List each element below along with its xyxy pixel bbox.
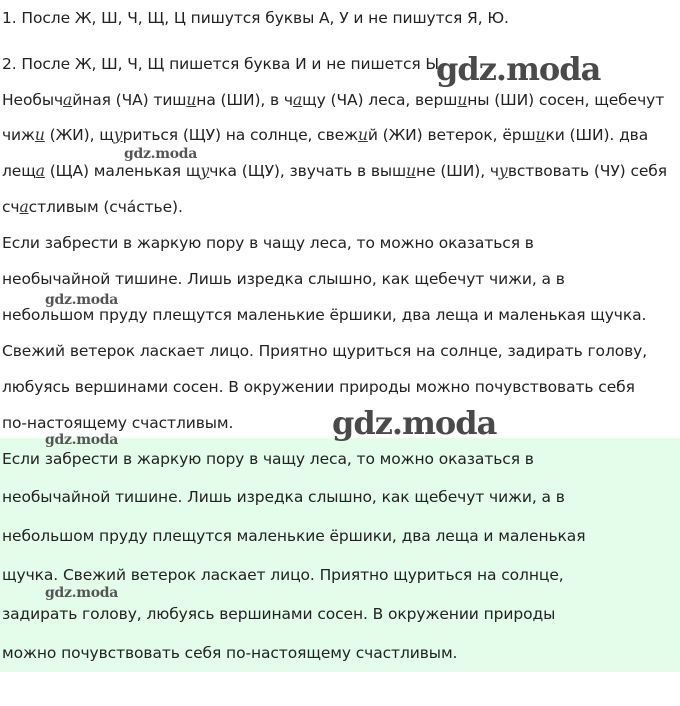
- watermark-logo: gdz.moda: [45, 432, 119, 448]
- exercise-text: не (ШИ), ч: [416, 162, 499, 180]
- exercise-text: (ЩА) маленькая щ: [44, 162, 201, 180]
- exercise-text: ны (ШИ) сосен, щебечут: [467, 91, 665, 109]
- exercise-text: риться (ЩУ) на солнце, свеж: [122, 126, 358, 144]
- exercise-text: ки (ШИ). два: [545, 126, 649, 144]
- paragraph-2-line: можно почувствовать себя по-настоящему счастливым.: [2, 644, 458, 662]
- inserted-letter: у: [498, 162, 508, 180]
- inserted-letter: а: [35, 162, 45, 180]
- exercise-text: й (ЖИ) ветерок, ёрш: [367, 126, 536, 144]
- paragraph-1-line: Если забрести в жаркую пору в чащу леса, то можно оказаться в: [2, 234, 534, 252]
- exercise-text: стливым (сча́стье).: [28, 198, 183, 216]
- inserted-letter: у: [113, 126, 123, 144]
- inserted-letter: у: [200, 162, 210, 180]
- inserted-letter: и: [406, 162, 417, 180]
- paragraph-1-line: по-настоящему счастливым.: [2, 414, 234, 432]
- exercise-text: лещ: [2, 162, 36, 180]
- watermark-logo: gdz.moda: [332, 404, 497, 442]
- rule-2: 2. После Ж, Ш, Ч, Щ пишется буква И и не пишется Ы.: [2, 55, 444, 73]
- exercise-line-4: [2, 198, 183, 216]
- exercise-text: йная (ЧА) тиш: [72, 91, 187, 109]
- inserted-letter: и: [357, 126, 368, 144]
- inserted-letter: и: [34, 126, 45, 144]
- watermark-logo: gdz.moda: [45, 585, 119, 601]
- paragraph-2-line: необычайной тишине. Лишь изредка слышно, как щебечут чижи, а в: [2, 488, 565, 506]
- exercise-line-1: [2, 91, 664, 109]
- exercise-text: чиж: [2, 126, 35, 144]
- inserted-letter: а: [63, 91, 73, 109]
- exercise-text: сч: [2, 198, 20, 216]
- exercise-text: вствовать (ЧУ) себя: [507, 162, 667, 180]
- paragraph-2-line: небольшом пруду плещутся маленькие ёршики, два леща и маленькая: [2, 527, 586, 545]
- exercise-text: (ЖИ), щ: [44, 126, 114, 144]
- exercise-line-2: [2, 126, 648, 144]
- exercise-text: Необыч: [2, 91, 64, 109]
- exercise-text: на (ШИ), в ч: [196, 91, 293, 109]
- rule-1: 1. После Ж, Ш, Ч, Щ, Ц пишутся буквы А, У и не пишутся Я, Ю.: [2, 9, 509, 27]
- paragraph-2-line: Если забрести в жаркую пору в чащу леса, то можно оказаться в: [2, 450, 534, 468]
- watermark-logo: gdz.moda: [45, 292, 119, 308]
- paragraph-1-line: небольшом пруду плещутся маленькие ёршики, два леща и маленькая щучка.: [2, 306, 647, 324]
- paragraph-1-line: необычайной тишине. Лишь изредка слышно, как щебечут чижи, а в: [2, 270, 565, 288]
- paragraph-1-line: Свежий ветерок ласкает лицо. Приятно щуриться на солнце, задирать голову,: [2, 342, 648, 360]
- watermark-logo: gdz.moda: [124, 146, 198, 162]
- exercise-text: чка (ЩУ), звучать в выш: [209, 162, 407, 180]
- inserted-letter: и: [186, 91, 197, 109]
- inserted-letter: а: [292, 91, 303, 109]
- paragraph-2-line: щучка. Свежий ветерок ласкает лицо. Приятно щуриться на солнце,: [2, 566, 564, 584]
- watermark-logo: gdz.moda: [436, 50, 601, 88]
- highlighted-answer-block: [0, 438, 680, 672]
- exercise-line-3: [2, 162, 667, 180]
- inserted-letter: и: [457, 91, 468, 109]
- paragraph-2-line: задирать голову, любуясь вершинами сосен. В окружении природы: [2, 605, 556, 623]
- inserted-letter: а: [19, 198, 29, 216]
- paragraph-1-line: любуясь вершинами сосен. В окружении природы можно почувствовать себя: [2, 378, 635, 396]
- exercise-text: щу (ЧА) леса, верш: [302, 91, 458, 109]
- inserted-letter: и: [535, 126, 546, 144]
